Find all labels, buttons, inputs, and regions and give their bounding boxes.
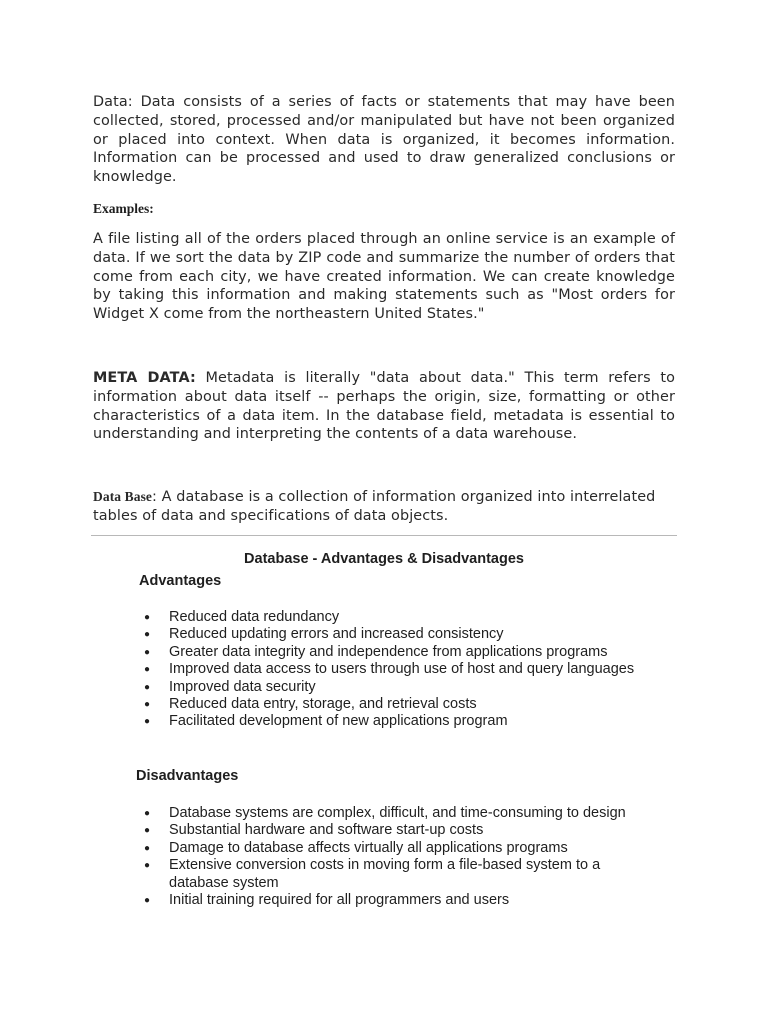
meta-data-definition-text: Metadata is literally "data about data." This term refers to information about data itself -- perhaps the origin, size, formatting or other characteristics of a data item. In the database field, metadata is essential to understanding and interpreting the contents of a data warehouse. [93,370,675,443]
list-item [137,805,657,822]
data-definition-paragraph [93,93,675,187]
data-term: Data [93,94,128,110]
bullet-icon: ● [144,629,151,641]
list-item [137,609,657,626]
bullet-icon: ● [144,716,151,728]
bullet-icon: ● [144,895,151,907]
list-item [137,679,657,696]
list-item-text: Extensive conversion costs in moving form a file-based system to a database system [169,857,601,891]
list-item-text: Initial training required for all programmers and users [169,892,510,909]
horizontal-divider [91,535,677,536]
list-item-text: Greater data integrity and independence from applications programs [169,643,608,660]
bullet-icon: ● [144,664,151,676]
list-item-text: Reduced data redundancy [169,609,340,625]
bullet-icon: ● [144,808,151,819]
examples-heading: Examples: [93,201,154,216]
bullet-icon: ● [144,646,151,658]
list-item-text: Improved data access to users through use of host and query languages [169,661,635,678]
data-definition-text: : Data consists of a series of facts or statements that may have been collected, stored, processed and/or manipulated but have not been organized or placed into context. When data is organized, it becomes information. Information can be processed and used to draw generalized conclusions or knowledge. [93,94,675,186]
list-item-text: Damage to database affects virtually all applications programs [169,839,568,856]
list-item-text: Improved data security [169,678,316,695]
bullet-icon: ● [144,825,151,837]
bullet-icon: ● [144,842,151,854]
data-base-definition-text: : A database is a collection of information organized into interrelated tables of data and specifications of data objects. [93,489,656,524]
disadvantages-list [137,805,657,909]
list-item-text: Reduced updating errors and increased consistency [169,626,504,643]
list-item [137,892,657,909]
bullet-icon: ● [144,860,151,872]
data-base-definition-paragraph [93,488,675,526]
list-item [137,626,657,643]
list-item [137,713,657,730]
bullet-icon: ● [144,699,151,711]
list-item-text: Facilitated development of new applications program [169,713,508,730]
example-paragraph: A file listing all of the orders placed through an online service is an example of data. If we sort the data by ZIP code and summarize the number of orders that come from each city, we have created information. We can create knowledge by taking this information and making statements such as "Most orders for Widget X come from the northeastern United States." [93,231,675,323]
bullet-icon: ● [144,612,151,623]
list-item [137,822,657,839]
meta-data-definition-paragraph [93,369,675,444]
data-base-term: Data Base [93,489,153,504]
bullet-icon: ● [144,681,151,693]
list-item [137,644,657,661]
list-item [137,661,657,678]
advantages-heading: Advantages [139,573,222,589]
list-item-text: Database systems are complex, difficult, and time-consuming to design [169,805,626,821]
section-title: Database - Advantages & Disadvantages [244,551,524,567]
list-item-text: Reduced data entry, storage, and retrieval costs [169,696,477,713]
meta-data-term: META DATA: [93,370,196,386]
list-item-text: Substantial hardware and software start-up costs [169,822,484,839]
advantages-list [137,609,657,731]
disadvantages-heading: Disadvantages [136,768,239,784]
list-item [137,696,657,713]
list-item [137,857,657,892]
list-item [137,840,657,857]
